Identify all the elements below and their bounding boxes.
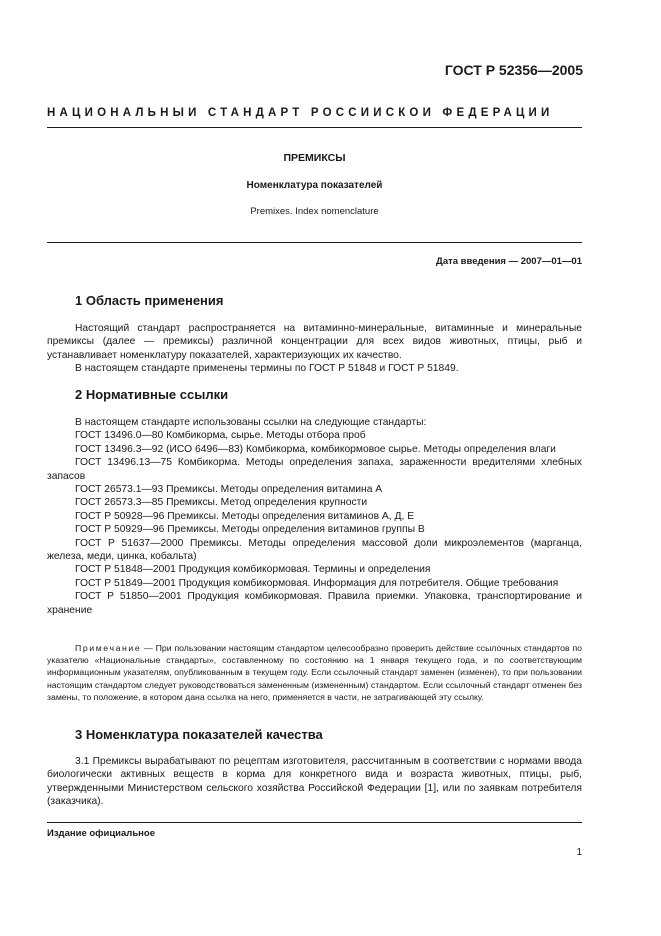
document-id: ГОСТ Р 52356—2005 bbox=[444, 62, 583, 78]
page-number: 1 bbox=[576, 847, 582, 858]
header-rule-top bbox=[47, 127, 582, 128]
note-paragraph bbox=[47, 642, 582, 703]
national-standard-banner: НАЦИОНАЛЬНЫЙ СТАНДАРТ РОССИЙСКОЙ ФЕДЕРАЦИИ bbox=[47, 107, 554, 119]
reference-item: ГОСТ Р 51637—2000 Премиксы. Методы определения массовой доли микроэлементов (марганца, железа, меди, цинка, кобальта) bbox=[47, 537, 582, 563]
document-subtitle: Номенклатура показателей bbox=[246, 180, 383, 191]
section-2-body bbox=[47, 416, 582, 617]
section-3-paragraph-1: 3.1 Премиксы вырабатывают по рецептам изготовителя, рассчитанным в соответствии с нормами ввода биологически активных веществ в корма для конкретного вида и возраста животных, птицы, рыб, утвержденными Министерством сельского хозяйства Российской Федерации [1], или по заявкам потребителя (заказчика). bbox=[47, 756, 582, 808]
note-text: — При пользовании настоящим стандартом целесообразно проверить действие ссылочных стандартов по указателю «Национальные стандарты», составленному по состоянию на 1 января текущего года, и по соответствующим информационным указателям, опубликованным в текущем году. Если ссылочный стандарт заменен (изменен), то при пользовании настоящим стандартом следует руководствоваться замененным (измененным) стандартом. Если ссылочный стандарт отменен без замены, то положение, в котором дана ссылка на него, применяется в части, не затрагивающей эту ссылку. bbox=[47, 643, 582, 702]
document-english-title: Premixes. Index nomenclature bbox=[250, 206, 379, 217]
reference-item: ГОСТ 13496.3—92 (ИСО 6496—83) Комбикорма, комбикормовое сырье. Методы определения влаги bbox=[75, 443, 556, 455]
footer-rule bbox=[47, 822, 582, 823]
introduction-date: Дата введения — 2007—01—01 bbox=[436, 256, 582, 267]
reference-item: ГОСТ 26573.1—93 Премиксы. Методы определения витамина А bbox=[75, 484, 383, 496]
section-1-heading: 1 Область применения bbox=[75, 293, 224, 308]
section-2-heading: 2 Нормативные ссылки bbox=[75, 387, 229, 402]
section-2-intro: В настоящем стандарте использованы ссылки на следующие стандарты: bbox=[75, 417, 427, 428]
reference-item: ГОСТ 13496.13—75 Комбикорма. Методы определения запаха, зараженности вредителями хлебных запасов bbox=[47, 457, 582, 482]
section-2-note bbox=[47, 642, 582, 703]
reference-item: ГОСТ Р 51850—2001 Продукция комбикормовая. Правила приемки. Упаковка, транспортирование и хранение bbox=[47, 591, 582, 616]
reference-item: ГОСТ Р 50928—96 Премиксы. Методы определения витаминов А, Д, Е bbox=[75, 510, 415, 522]
section-1-paragraph-1: Настоящий стандарт распространяется на витаминно-минеральные, витаминные и минеральные премиксы (далее — премиксы) различной концентрации для всех видов животных, птицы, рыб и устанавливает номенклатуру показателей, характеризующих их качество. bbox=[47, 323, 582, 361]
reference-item: ГОСТ Р 50929—96 Премиксы. Методы определения витаминов группы В bbox=[75, 524, 425, 536]
reference-item: ГОСТ 13496.0—80 Комбикорма, сырье. Методы отбора проб bbox=[75, 430, 366, 442]
note-label: Примечание bbox=[75, 643, 142, 653]
section-1-paragraph-2: В настоящем стандарте применены термины по ГОСТ Р 51848 и ГОСТ Р 51849. bbox=[75, 363, 459, 375]
edition-label: Издание официальное bbox=[47, 828, 155, 839]
reference-item: ГОСТ Р 51848—2001 Продукция комбикормовая. Термины и определения bbox=[75, 564, 431, 576]
section-3-body bbox=[47, 755, 582, 809]
section-1-body bbox=[47, 322, 582, 376]
section-3-heading: 3 Номенклатура показателей качества bbox=[75, 727, 323, 742]
reference-item: ГОСТ Р 51849—2001 Продукция комбикормовая. Информация для потребителя. Общие требования bbox=[75, 577, 559, 589]
reference-item: ГОСТ 26573.3—85 Премиксы. Метод определения крупности bbox=[75, 497, 368, 509]
title-rule-bottom bbox=[47, 242, 582, 243]
document-title: ПРЕМИКСЫ bbox=[283, 152, 346, 164]
